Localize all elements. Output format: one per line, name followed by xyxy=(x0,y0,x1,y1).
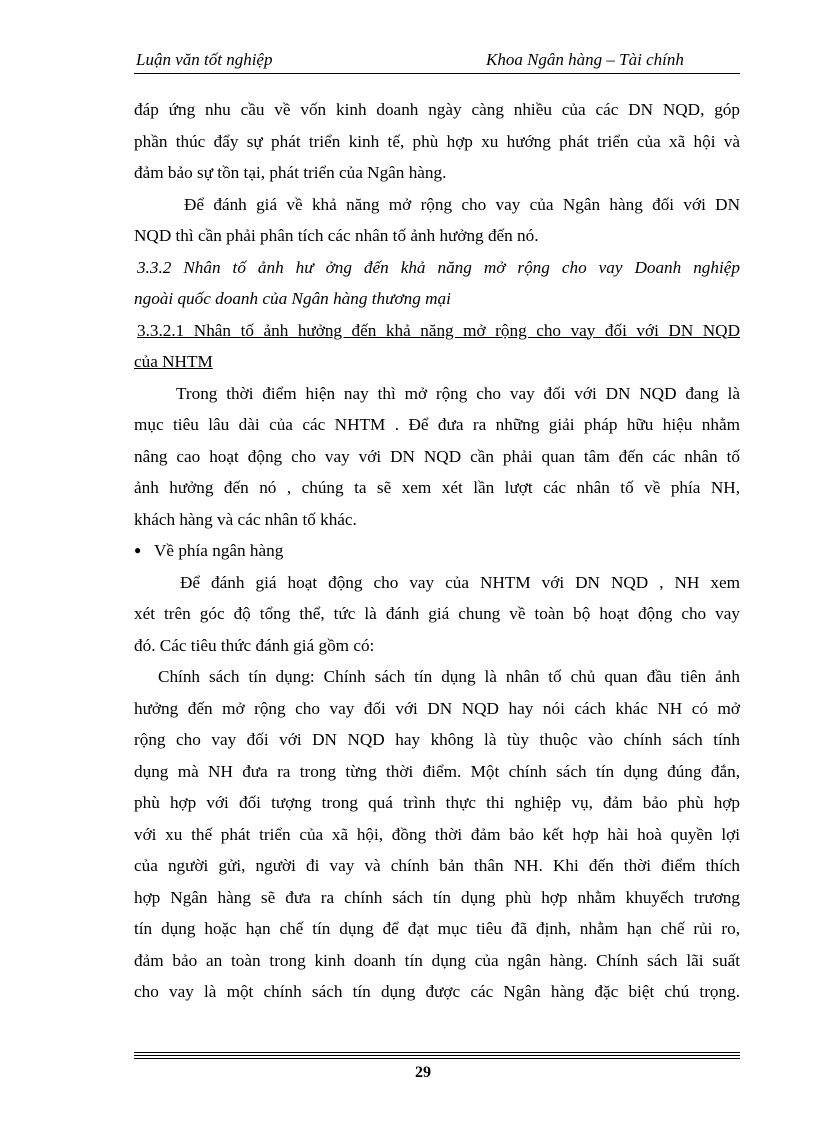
paragraph-line: phù hợp với đối tượng trong quá trình thực thi nghiệp vụ, đảm bảo phù hợp xyxy=(134,793,740,812)
paragraph-line: đảm bảo an toàn trong kinh doanh tín dụng của ngân hàng. Chính sách lãi suất xyxy=(134,950,740,970)
paragraph-line: Trong thời điểm hiện nay thì mở rộng cho vay đối với DN NQD đang là xyxy=(176,383,740,403)
paragraph-line: dụng mà NH đưa ra trong từng thời điểm. Một chính sách tín dụng đúng đắn, xyxy=(134,761,740,781)
section-heading-332: 3.3.2 Nhân tố ảnh hư ởng đến khả năng mở rộng cho vay Doanh nghiệp xyxy=(137,257,740,277)
page-header xyxy=(134,48,740,74)
paragraph-line: rộng cho vay đối với DN NQD hay không là tùy thuộc vào chính sách tính xyxy=(134,730,740,749)
paragraph-line: Để đánh giá hoạt động cho vay của NHTM với DN NQD , NH xem xyxy=(180,572,740,592)
paragraph-line: Chính sách tín dụng: Chính sách tín dụng là nhân tố chủ quan đầu tiên ảnh xyxy=(158,667,740,686)
paragraph-line: đáp ứng nhu cầu về vốn kinh doanh ngày càng nhiều của các DN NQD, góp xyxy=(134,100,740,119)
bullet-label: Về phía ngân hàng xyxy=(154,541,284,560)
footer-rule xyxy=(134,1052,740,1053)
paragraph-line: đảm bảo sự tồn tại, phát triển của Ngân hàng. xyxy=(134,163,447,182)
page-number: 29 xyxy=(415,1064,431,1081)
header-rule xyxy=(134,73,740,74)
section-heading-332-cont: ngoài quốc doanh của Ngân hàng thương mại xyxy=(134,289,451,308)
paragraph-line: khách hàng và các nhân tố khác. xyxy=(134,509,357,529)
paragraph-line: nâng cao hoạt động cho vay với DN NQD cần phải quan tâm đến các nhân tố xyxy=(134,446,740,466)
page-body xyxy=(134,94,740,1008)
paragraph-line: Để đánh giá về khả năng mở rộng cho vay của Ngân hàng đối với DN xyxy=(184,194,740,214)
paragraph-line: với xu thế phát triển của xã hội, đồng thời đảm bảo kết hợp hài hoà quyền lợi xyxy=(134,824,740,844)
paragraph-line: đó. Các tiêu thức đánh giá gồm có: xyxy=(134,635,375,655)
paragraph-line: hưởng đến mở rộng cho vay đối với DN NQD hay nói cách khác NH có mở xyxy=(134,698,740,718)
paragraph-line: ảnh hưởng đến nó , chúng ta sẽ xem xét lần lượt các nhân tố về phía NH, xyxy=(134,478,740,497)
paragraph-line: mục tiêu lâu dài của các NHTM . Để đưa ra những giải pháp hữu hiệu nhằm xyxy=(134,415,740,434)
paragraph-line: xét trên góc độ tổng thể, tức là đánh giá chung về toàn bộ hoạt động cho vay xyxy=(134,604,740,623)
header-thesis-label: Luận văn tốt nghiệp xyxy=(136,50,273,69)
paragraph-line: tín dụng hoặc hạn chế tín dụng để đạt mục tiêu đã định, nhằm hạn chế rủi ro, xyxy=(134,919,740,938)
paragraph-line: của người gửi, người đi vay và chính bản thân NH. Khi đến thời điểm thích xyxy=(134,856,740,875)
footer-rule xyxy=(134,1058,740,1059)
bullet-icon: ● xyxy=(134,543,142,557)
header-faculty-label: Khoa Ngân hàng – Tài chính xyxy=(486,50,684,69)
subsection-heading-3321: 3.3.2.1 Nhân tố ảnh hưởng đến khả năng mở rộng cho vay đối với DN NQD xyxy=(137,320,740,340)
paragraph-line: phần thúc đẩy sự phát triển kinh tế, phù hợp xu hướng phát triển của xã hội và xyxy=(134,131,740,151)
paragraph-line: cho vay là một chính sách tín dụng được các Ngân hàng đặc biệt chú trọng. xyxy=(134,982,740,1001)
subsection-heading-3321-cont: của NHTM xyxy=(134,352,213,371)
paragraph-line: NQD thì cần phải phân tích các nhân tố ảnh hưởng đến nó. xyxy=(134,226,539,245)
footer-rule xyxy=(134,1055,740,1056)
paragraph-line: hợp Ngân hàng sẽ đưa ra chính sách tín dụng phù hợp nhằm khuyếch trương xyxy=(134,887,740,907)
bullet-item xyxy=(134,535,740,567)
